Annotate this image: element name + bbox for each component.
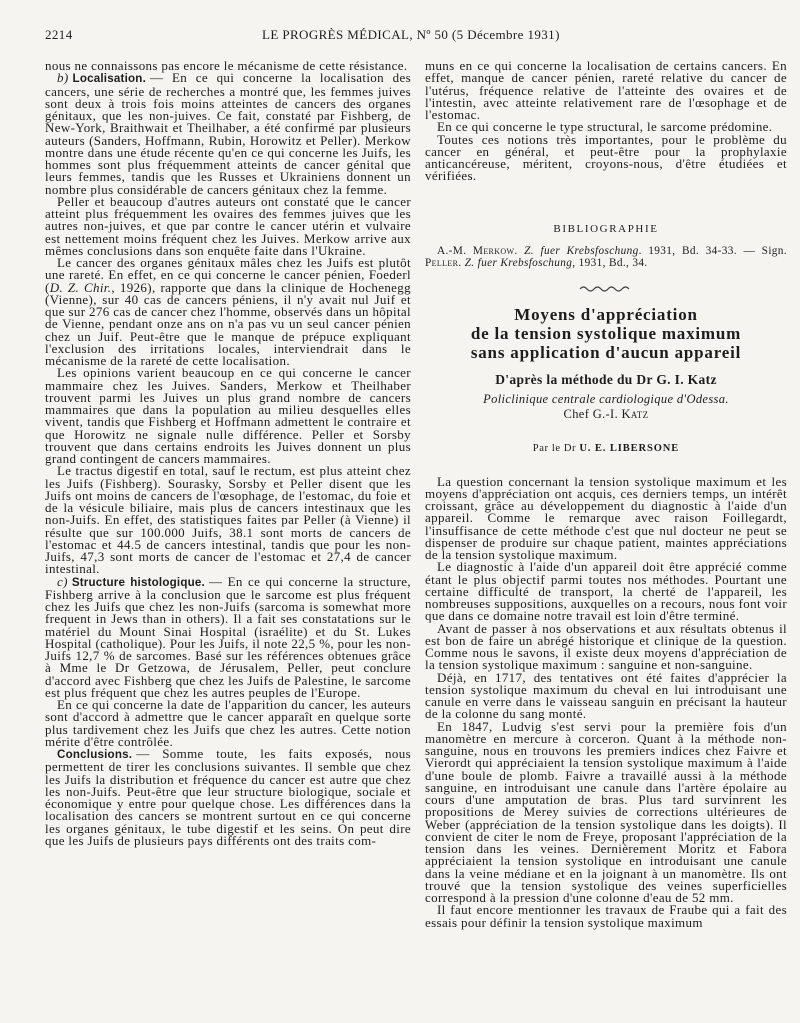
bib-text: . 1931, Bd. 34-33. — Sign. <box>638 244 787 257</box>
paragraph: En 1847, Ludvig s'est servi pour la première fois d'un manomètre en mercure à corceron. Quant à la méthode non-sanguine, nous en trouvons les premiers indices chez Faivre et Vierordt qui appréciaient la tension systolique maximum à l'aide d'une boule de plomb. Faivre a travaillé aussi à la méthode sanguine, en introduisant une canule dans l'artère épolaire au cours d'une amputation de bras. Plus tard survinrent les propositions de Merey suivies de corrections ultérieures de Weber (appréciation de la tension systolique dans les doigts). Il convient de citer le nom de Freye, proposant l'appréciation de la tension dans les veines. Dernièrement Moritz et Fabora appréciaient la tension systolique en introduisant une canule dans la veine médiane et en la joignant à un manomètre. Ils ont trouvé que la tension systolique des veines superficielles correspond à la pression d'une colonne d'eau de 52 mm. <box>425 718 787 905</box>
bib-journal: Z. fuer Krebsfoschung <box>464 257 573 269</box>
bib-text: A.-M. <box>437 244 473 257</box>
paragraph: Il faut encore mentionner les travaux de Fraube qui a fait des essais pour définir la tension systolique maximum <box>425 902 787 930</box>
paragraph: Les opinions varient beaucoup en ce qui concerne le cancer mammaire chez les Juives. Sanders, Merkow et Theilhaber trouvent parmi les Juives un plus grand nombre de cancers mammaires que dans la population au milieu desquelles elles vivent, tandis que Fishberg et Hoffmann admettent le contraire et que Horowitz ne signale nulle différence. Peller et Sorsby trouvent que dans certains endroits les Juives donnent un plus grand contingent de cancers mammaires. <box>45 365 411 466</box>
bib-author: Merkow <box>472 244 515 257</box>
byline-prefix: Par le Dr <box>532 443 580 455</box>
paragraph: nous ne connaissons pas encore le mécanisme de cette résistance. <box>45 60 408 73</box>
byline-author: U. E. LIBERSONE <box>579 443 680 455</box>
section-structure <box>45 573 411 700</box>
paragraph: En ce qui concerne le type structural, le sarcome prédomine. <box>437 119 773 135</box>
section-heading: Localisation. <box>72 72 146 86</box>
article-title-line: de la tension systolique maximum <box>470 324 742 344</box>
paragraph: muns en ce qui concerne la localisation de certains cancers. En effet, manque de cancer pénien, rareté relative du cancer de l'utérus, fréquence relative de l'atteinte des ovaires et de l'intestin, avec atteinte relativement rare de l'œsophage et de l'estomac. <box>425 60 787 122</box>
page-header <box>45 27 785 43</box>
paragraph: Le tractus digestif en total, sauf le rectum, est plus atteint chez les Juifs (Fishberg). Sourasky, Sorsby et Peller disent que les Juifs ont moins de cancers de l'œsophage, de l'estomac, du foie et de la vésicule biliaire, mais plus de cancers intestinaux que les non-Juifs. En effet, des statistiques faites par Peller (à Vienne) il résulte que sur 100.000 Juifs, 38.1 sont morts de cancers de l'estomac et 44.5 de cancers intestinal, tandis que pour les non-Juifs, 47,3 sont morts de cancer de l'estomac et 27,4 de cancer intestinal. <box>45 463 411 577</box>
chef-prefix: Chef G.-I. <box>563 407 622 422</box>
chef-line <box>425 407 787 421</box>
bib-text: . <box>514 244 525 257</box>
paragraph: La question concernant la tension systolique maximum et les moyens d'appréciation ont acquis, ces derniers temps, un intérêt croissant, grâce au développement du diagnostic à l'aide d'un appareil. Comme le remarque avec raison Foillegardt, l'insuffisance de cette méthode c'est que nul docteur ne peut se dispenser de produire sur chaque patient, maintes appréciations de la tension systolique maximum. <box>425 473 787 562</box>
paragraph <box>45 257 411 367</box>
paragraph-text: Le cancer des organes génitaux mâles chez les Juifs est plutôt une rareté. En effet, en ce qui concerne le cancer pénien, Foederl ( <box>45 255 411 295</box>
institution: Policlinique centrale cardiologique d'Odessa. <box>483 392 729 407</box>
article-title-line: Moyens d'appréciation <box>514 305 698 325</box>
bib-text: , 1931, Bd., 34. <box>572 257 648 269</box>
chef-name: Katz <box>621 407 649 422</box>
right-column <box>425 60 787 1010</box>
bib-author: Peller <box>425 257 459 269</box>
article-subtitle: D'après la méthode du Dr G. I. Katz <box>495 372 717 388</box>
section-marker: c) <box>57 573 68 589</box>
paragraph: Avant de passer à nos observations et aux résultats obtenus il est bon de faire un abrégé historique et clinique de la question. Comme nous le savons, il existe deux moyens d'appréciation de la tension systolique maximum : sanguine et non-sanguine. <box>425 620 787 673</box>
bibliography-entry <box>425 245 787 270</box>
paragraph: En ce qui concerne la date de l'apparition du cancer, les auteurs sont d'accord à admettre que le cancer apparaît en quelque sorte plus tardivement chez les Juifs que chez les autres. Cette notion mérite d'être contrôlée. <box>45 697 411 749</box>
citation: D. Z. Chir. <box>49 279 112 295</box>
ornament-divider <box>578 285 634 293</box>
article-title <box>425 305 787 362</box>
paragraph-text: — Somme toute, les faits exposés, nous permettent de tirer les conclusions suivantes. Il semble que chez les Juifs la distribution et fréquence du cancer est autre que chez les non-Juifs. Peut-être que leur structure biologique, sociale et économique y entre pour quelque chose. Les différences dans la localisation des cancers se montrent surtout en ce qui concerne les organes génitaux, le tube digestif et les seins. On peut dire que les Juifs de plusieurs pays différents ont des traits com- <box>45 746 411 848</box>
journal-title: LE PROGRÈS MÉDICAL, Nº 50 (5 Décembre 1931) <box>262 27 560 42</box>
section-localisation <box>45 72 411 196</box>
paragraph: Toutes ces notions très importantes, pour le problème du cancer en général, et peut-être pour la prophylaxie anticancéreuse, méritent, croyons-nous, d'être étudiées et vérifiées. <box>425 131 787 184</box>
section-heading: Conclusions. <box>57 748 133 761</box>
paragraph: Le diagnostic à l'aide d'un appareil doit être apprécié comme étant le plus objectif parmi toutes nos méthodes. Pourtant une certaine difficulté de transport, la cherté de l'appareil, les nombreuses suppositions, auxquelles on a recours, nous font voir que dans ce domaine notre travail est loin d'être terminé. <box>425 559 787 624</box>
byline <box>425 443 787 455</box>
bib-text: . <box>458 257 465 269</box>
section-conclusions <box>45 748 411 847</box>
paragraph-text: , 1926), rapporte que dans la clinique de Hochenegg (Vienne), sur 40 cas de cancers péniens, il n'y avait nul Juif et que sur 276 cas de cancer chez l'homme, observés dans un hôpital de Vienne, pendant onze ans on n'a pas vu un seul cancer pénien chez un Juif. Peut-être que le manque de prépuce expliquant l'exclusion des irritations locales, interviendrait dans le mécanisme de la rareté de cette localisation. <box>45 279 411 368</box>
section-marker: b) <box>57 70 69 86</box>
paragraph-text: — En ce qui concerne la structure, Fishberg arrive à la conclusion que le sarcome est plus fréquent chez les Juifs que chez les non-Juifs (sarcoma is somewhat more frequent in Jews than in others). Il a fait ses constatations sur le matériel du Mount Sinai Hospital (israélite) et du St. Lukes Hospital (catholique). Pour les Juifs, il note 22,5 %, pour les non-Juifs 12,7 % de sarcomes. Basé sur les références obtenues grâce à Mme le Dr Getzowa, de Jérusalem, Peller, peut conclure d'accord avec Fishberg que chez les Juifs de Palestine, le sarcome est plus fréquent que chez les autres peuples de l'Europe. <box>45 573 411 700</box>
paragraph: Déjà, en 1717, des tentatives ont été faites d'apprécier la tension systolique maximum du cheval en lui introduisant une canule en verre dans le vaisseau sanguin en précisant la hauteur de la colonne du sang monté. <box>425 669 787 722</box>
bibliography-title: BIBLIOGRAPHIE <box>553 222 659 235</box>
paragraph: Peller et beaucoup d'autres auteurs ont constaté que le cancer atteint plus fréquemment les ovaires des femmes juives que les autres non-juives, et que par contre le cancer utérin et vulvaire est nettement moins fréquent chez les Juives. Merkow arrive aux mêmes conclusions dans son enquête faite dans l'Ukraine. <box>45 193 411 258</box>
section-heading: Structure histologique. <box>71 575 205 589</box>
page-number: 2214 <box>45 27 73 42</box>
bib-journal: Z. fuer Krebsfoschung <box>524 244 639 257</box>
paragraph-text: — En ce qui concerne la localisation des cancers, une série de recherches a montré que, les femmes juives sont deux à trois fois moins atteintes de cancers des organes génitaux, que les non-juives. Ce fait, constaté par Fishberg, de New-York, Braithwait et Theilhaber, a été confirmé par plusieurs auteurs (Sanders, Hoffmann, Rubin, Horowitz et Peller). Merkow montre dans une étude récente qu'en ce qui concerne les Juifs, les hommes sont plus fréquemment atteints de cancer génital que leurs femmes, tandis que les Russes et Ukrainiens donnent un nombre plus considérable de cancers génitaux chez la femme. <box>45 70 411 197</box>
left-column <box>45 60 411 1010</box>
article-title-line: sans application d'aucun appareil <box>470 343 742 363</box>
